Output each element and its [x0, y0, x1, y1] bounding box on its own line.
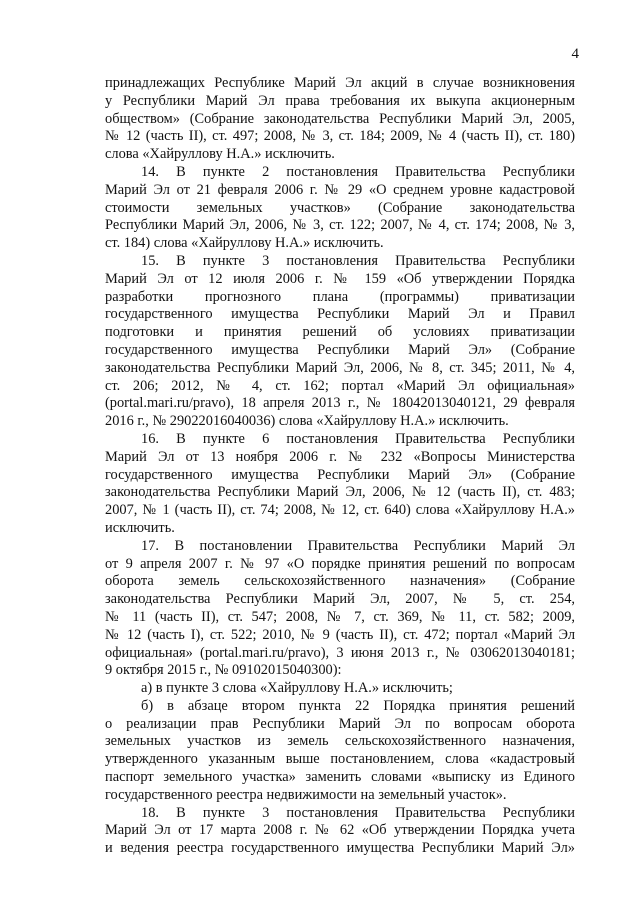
text-line: и ведения реестра государственного имущества Республики Марий Эл»: [105, 840, 575, 857]
text-line: Марий Эл от 21 февраля 2006 г. № 29 «О среднем уровне кадастровой: [105, 181, 575, 198]
text-line: Марий Эл от 12 июля 2006 г. № 159 «Об утверждении Порядка: [105, 270, 575, 287]
text-line: стоимости земельных участков» (Собрание законодательства: [105, 199, 575, 216]
text-line: Республики Марий Эл, 2006, № 3, ст. 122; 2007, № 4, ст. 174; 2008, № 3,: [105, 217, 575, 234]
text-line: государственного имущества Республики Марий Эл и Правил: [105, 306, 575, 323]
text-line: № 12 (часть I), ст. 522; 2010, № 9 (часть II), ст. 472; портал «Марий Эл: [105, 626, 575, 643]
text-line: 14. В пункте 2 постановления Правительства Республики: [141, 163, 575, 180]
text-line: Марий Эл от 13 ноября 2006 г. № 232 «Вопросы Министерства: [105, 448, 575, 465]
text-line: у Республики Марий Эл права требования их выкупа акционерным: [105, 92, 575, 109]
text-line: обществом» (Собрание законодательства Республики Марий Эл, 2005,: [105, 110, 575, 127]
page-number: 4: [571, 46, 579, 62]
text-line: ст. 206; 2012, № 4, ст. 162; портал «Марий Эл официальная»: [105, 377, 575, 394]
text-line: № 12 (часть II), ст. 497; 2008, № 3, ст. 184; 2009, № 4 (часть II), ст. 180): [105, 128, 575, 145]
text-line: официальная» (portal.mari.ru/pravo), 3 июня 2013 г., № 03062013040181;: [105, 644, 575, 661]
text-line: земельных участков из земель сельскохозяйственного назначения,: [105, 733, 575, 750]
text-line: принадлежащих Республике Марий Эл акций в случае возникновения: [105, 75, 575, 91]
document-body: [105, 75, 575, 858]
text-line: оборота земель сельскохозяйственного назначения» (Собрание: [105, 573, 575, 590]
text-line: а) в пункте 3 слова «Хайруллову Н.А.» исключить;: [141, 680, 453, 697]
text-line: законодательства Республики Марий Эл, 2006, № 8, ст. 345; 2011, № 4,: [105, 359, 575, 376]
text-line: разработки прогнозного плана (программы) приватизации: [105, 288, 575, 305]
text-line: законодательства Республики Марий Эл, 2007, № 5, ст. 254,: [105, 591, 575, 608]
text-line: слова «Хайруллову Н.А.» исключить.: [105, 146, 335, 163]
text-line: Марий Эл от 17 марта 2008 г. № 62 «Об утверждении Порядка учета: [105, 822, 575, 839]
text-line: (portal.mari.ru/pravo), 18 апреля 2013 г., № 18042013040121, 29 февраля: [105, 395, 575, 412]
text-line: 9 октября 2015 г., № 09102015040300):: [105, 662, 342, 679]
text-line: от 9 апреля 2007 г. № 97 «О порядке принятия решений по вопросам: [105, 555, 575, 572]
text-line: 18. В пункте 3 постановления Правительства Республики: [141, 804, 575, 821]
text-line: паспорт земельного участка» заменить словами «выписку из Единого: [105, 769, 575, 786]
text-line: о реализации прав Республики Марий Эл по вопросам оборота: [105, 715, 575, 732]
text-line: 2016 г., № 29022016040036) слова «Хайруллову Н.А.» исключить.: [105, 413, 509, 430]
text-line: исключить.: [105, 519, 175, 536]
text-line: законодательства Республики Марий Эл, 2006, № 12 (часть II), ст. 483;: [105, 484, 575, 501]
text-line: государственного имущества Республики Марий Эл» (Собрание: [105, 341, 575, 358]
text-line: б) в абзаце втором пункта 22 Порядка принятия решений: [141, 697, 575, 714]
text-line: 15. В пункте 3 постановления Правительства Республики: [141, 252, 575, 269]
text-line: государственного имущества Республики Марий Эл» (Собрание: [105, 466, 575, 483]
text-line: подготовки и принятия решений об условиях приватизации: [105, 324, 575, 341]
text-line: № 11 (часть II), ст. 547; 2008, № 7, ст. 369, № 11, ст. 582; 2009,: [105, 608, 575, 625]
text-line: 16. В пункте 6 постановления Правительства Республики: [141, 430, 575, 447]
text-line: 17. В постановлении Правительства Республики Марий Эл: [141, 537, 575, 554]
text-line: государственного реестра недвижимости на земельный участок».: [105, 786, 507, 803]
text-line: 2007, № 1 (часть II), ст. 74; 2008, № 12, ст. 640) слова «Хайруллову Н.А.»: [105, 502, 575, 519]
text-line: утвержденного указанным выше постановлением, слова «кадастровый: [105, 751, 575, 768]
text-line: ст. 184) слова «Хайруллову Н.А.» исключить.: [105, 235, 384, 252]
